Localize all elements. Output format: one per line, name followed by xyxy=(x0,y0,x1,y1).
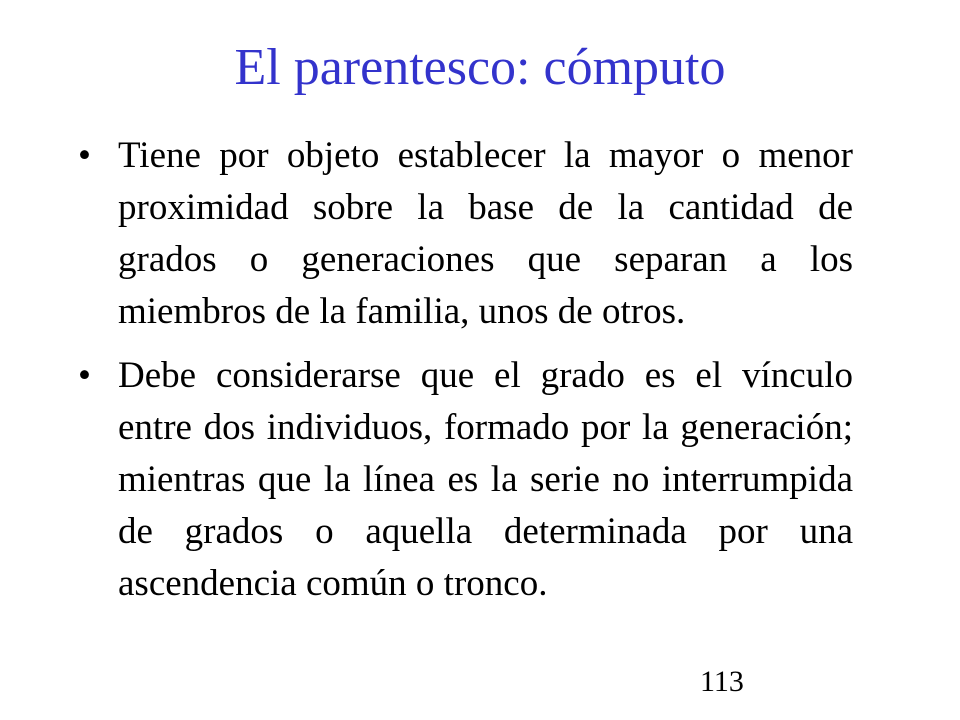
bullet-item-1 xyxy=(78,130,853,338)
bullet-marker-icon: • xyxy=(78,135,91,176)
slide-title: El parentesco: cómputo xyxy=(234,39,726,96)
bullet-marker-icon: • xyxy=(78,355,91,396)
page-number: 113 xyxy=(700,665,744,698)
bullet-item-2 xyxy=(78,350,853,610)
bullet-text-1: Tiene por objeto establecer la mayor o menor proximidad sobre la base de la cantidad de grados o generaciones que separan a los miembros de la familia, unos de otros. xyxy=(118,135,853,332)
bullet-list xyxy=(78,130,853,622)
bullet-text-2: Debe considerarse que el grado es el vínculo entre dos individuos, formado por la generación; mientras que la línea es la serie no interrumpida de grados o aquella determinada por una ascendencia común o tronco. xyxy=(118,355,853,604)
